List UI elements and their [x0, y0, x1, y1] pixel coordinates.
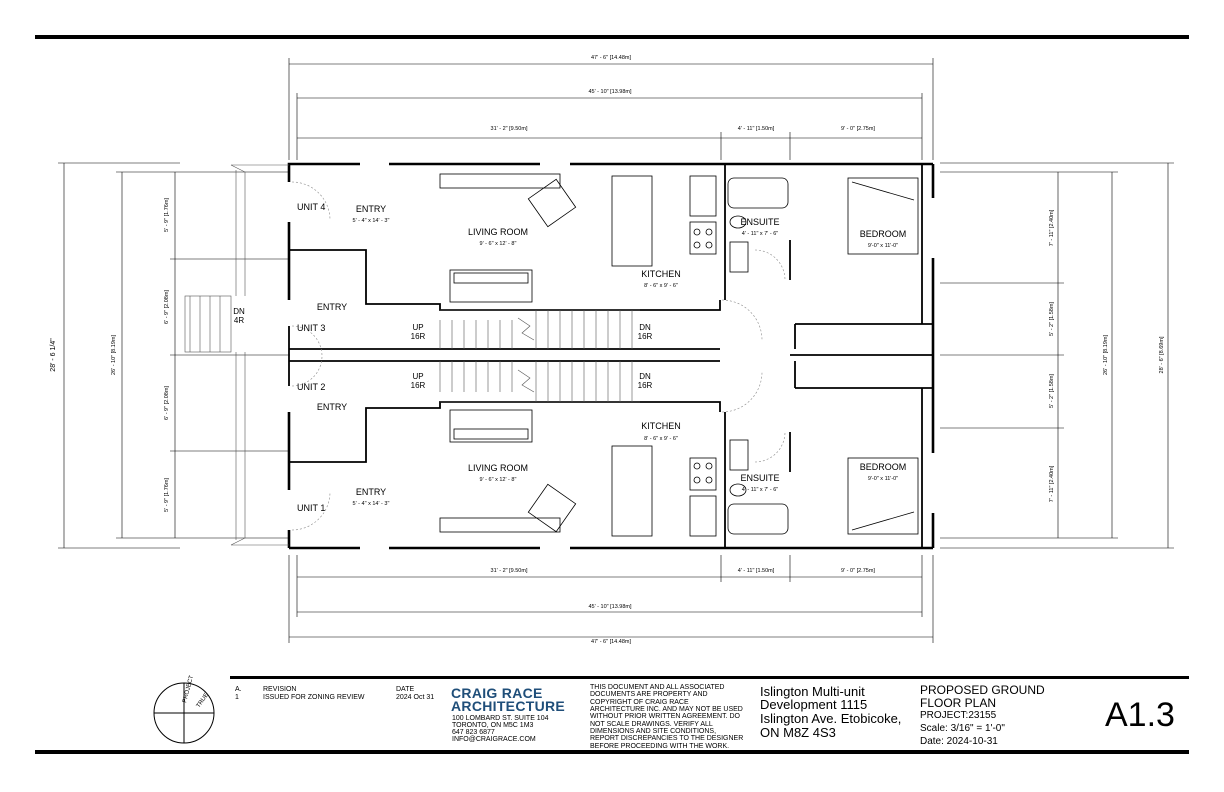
dimension-labels [50, 55, 1165, 645]
firm-email: INFO@CRAIGRACE.COM [452, 736, 536, 743]
firm-address-1: 100 LOMBARD ST. SUITE 104 [452, 715, 549, 722]
dim-seg2-top: 4' - 11" [1.50m] [737, 126, 775, 132]
exterior-stair-risers: 4R [233, 316, 245, 325]
firm-phone: 647 823 6877 [452, 729, 495, 736]
entry-label-mid-bottom: ENTRY [316, 402, 348, 412]
entry-label-top: ENTRY [355, 204, 387, 214]
dim-right-inner: 26' - 10" [8.19m] [1103, 335, 1109, 375]
bedroom-size-bottom: 9'-0" x 11'-0" [867, 476, 899, 482]
dimension-lines [58, 58, 1174, 643]
kitchen-label-bottom: KITCHEN [641, 421, 681, 431]
dim-inner-bottom: 45' - 10" [13.98m] [588, 604, 632, 610]
stair-up-top: UP [412, 323, 424, 332]
bedroom-size-top: 9'-0" x 11'-0" [867, 243, 899, 249]
dim-right-a: 7' - 11" [2.40m] [1049, 209, 1055, 247]
dim-seg3-top: 9' - 0" [2.75m] [841, 126, 875, 132]
unit-4-label: UNIT 4 [297, 202, 326, 212]
project-address-1: Islington Ave. Etobicoke, [760, 711, 902, 726]
rev-col-a: A. [235, 686, 242, 693]
project-address-2: ON M8Z 4S3 [760, 725, 836, 740]
unit-3-label: UNIT 3 [297, 323, 326, 333]
stair-up-bottom: UP [412, 372, 424, 381]
room-labels [233, 202, 906, 513]
rev-number: 1 [235, 694, 239, 701]
living-room-size-bottom: 9' - 6" x 12' - 8" [479, 477, 517, 483]
project-name-1: Islington Multi-unit [760, 684, 865, 699]
project-number: PROJECT:23155 [920, 710, 997, 721]
exterior-stair-dn: DN [233, 307, 245, 316]
ensuite-label-bottom: ENSUITE [740, 473, 780, 483]
kitchen-size-bottom: 8' - 6" x 9' - 6" [644, 436, 678, 442]
project-name-2: Development 1115 [760, 697, 868, 712]
copyright-notice: THIS DOCUMENT AND ALL ASSOCIATED DOCUMENTS ARE PROPERTY AND COPYRIGHT OF CRAIG RACE ARCHITECTURE INC. AND MAY NOT BE USED WITHOUT PRIOR WRITTEN AGREEMENT. DO NOT SCALE DRAWINGS. VERIFY ALL DIMENSIONS AND SITE CONDITIONS, REPORT DISCREPANCIES TO THE DESIGNER BEFORE PROCEEDING WITH THE WORK. [590, 684, 744, 750]
dim-left-c: 6' - 9" [2.08m] [164, 386, 170, 420]
unit-2-label: UNIT 2 [297, 382, 326, 392]
stair-up-bottom-risers: 16R [410, 381, 426, 390]
dim-seg1-top: 31' - 2" [9.50m] [490, 126, 528, 132]
dim-overall-bottom: 47' - 6" [14.48m] [591, 639, 631, 645]
north-true-label: TRUE [195, 692, 211, 710]
entry-size-bottom: 5' - 4" x 14' - 3" [352, 501, 390, 507]
date-value: 2024 Oct 31 [396, 694, 435, 701]
entry-label-mid-top: ENTRY [316, 302, 348, 312]
dim-left-overall: 28' - 6 1/4" [50, 338, 57, 372]
sheet-title-1: PROPOSED GROUND [920, 683, 1045, 697]
dim-right-overall: 28' - 6" [8.69m] [1159, 336, 1165, 374]
bedroom-label-top: BEDROOM [859, 229, 907, 239]
entry-label-bottom: ENTRY [355, 487, 387, 497]
dim-right-c: 5' - 2" [1.58m] [1049, 374, 1055, 408]
dim-overall-top: 47' - 6" [14.48m] [591, 55, 631, 61]
kitchen-label-top: KITCHEN [641, 269, 681, 279]
kitchen-size-top: 8' - 6" x 9' - 6" [644, 283, 678, 289]
dim-seg2-bottom: 4' - 11" [1.50m] [737, 568, 775, 574]
dim-left-inner: 26' - 10" [8.19m] [111, 335, 117, 375]
dim-seg3-bottom: 9' - 0" [2.75m] [841, 568, 875, 574]
interior-stairs [440, 310, 640, 402]
dim-left-d: 5' - 9" [1.76m] [164, 478, 170, 512]
firm-address-2: TORONTO, ON M5C 1M3 [452, 722, 534, 729]
dim-right-b: 5' - 2" [1.58m] [1049, 302, 1055, 336]
revision-heading: REVISION [263, 686, 297, 693]
unit-1-label: UNIT 1 [297, 503, 326, 513]
living-room-size-top: 9' - 6" x 12' - 8" [479, 241, 517, 247]
stair-up-top-risers: 16R [410, 332, 426, 341]
sheet-title-2: FLOOR PLAN [920, 696, 997, 710]
firm-name-line1: CRAIG RACE [451, 685, 543, 701]
living-room-label-bottom: LIVING ROOM [467, 463, 529, 473]
date-heading: DATE [396, 686, 415, 693]
stair-dn-bottom-risers: 16R [637, 381, 653, 390]
dim-right-d: 7' - 11" [2.40m] [1049, 465, 1055, 503]
bedroom-label-bottom: BEDROOM [859, 462, 907, 472]
drawing-scale: Scale: 3/16" = 1'-0" [920, 723, 1005, 734]
revision-text: ISSUED FOR ZONING REVIEW [263, 694, 365, 701]
stair-dn-top-risers: 16R [637, 332, 653, 341]
living-room-label-top: LIVING ROOM [467, 227, 529, 237]
north-project-label: PROJECT [182, 674, 196, 704]
sheet-number: A1.3 [1105, 696, 1175, 734]
dim-inner-top: 45' - 10" [13.98m] [588, 89, 632, 95]
ensuite-label-top: ENSUITE [740, 217, 780, 227]
dim-seg1-bottom: 31' - 2" [9.50m] [490, 568, 528, 574]
dim-left-b: 6' - 9" [2.08m] [164, 290, 170, 324]
firm-name-line2: ARCHITECTURE [451, 698, 566, 714]
drawing-date: Date: 2024-10-31 [920, 736, 998, 747]
ensuite-size-top: 4' - 11" x 7' - 6" [741, 231, 779, 237]
ensuite-size-bottom: 4' - 11" x 7' - 6" [741, 487, 779, 493]
dim-left-a: 5' - 9" [1.76m] [164, 198, 170, 232]
entry-size-top: 5' - 4" x 14' - 3" [352, 218, 390, 224]
stair-dn-bottom: DN [639, 372, 651, 381]
stair-dn-top: DN [639, 323, 651, 332]
